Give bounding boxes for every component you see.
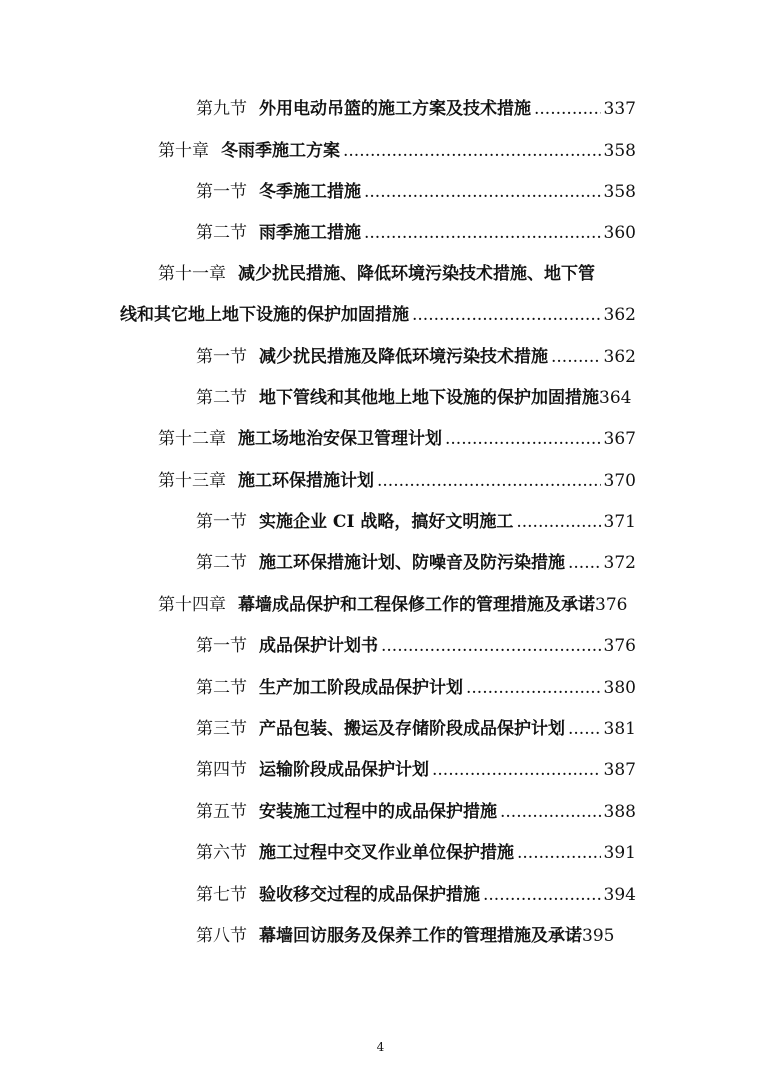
toc-label: 第一节: [196, 636, 247, 656]
toc-title: 雨季施工措施: [259, 223, 361, 243]
toc-title: 运输阶段成品保护计划: [259, 760, 429, 780]
toc-entry: [196, 550, 636, 576]
toc-title: 线和其它地上地下设施的保护加固措施: [120, 305, 409, 325]
toc-page: 360: [603, 223, 636, 243]
toc-entry: [196, 757, 636, 783]
toc-page: 372: [603, 553, 636, 573]
dot-leader: [568, 550, 601, 576]
dot-leader: [534, 96, 601, 122]
toc-entry: [196, 220, 636, 246]
toc-page: 387: [603, 760, 636, 780]
toc-page: 381: [603, 719, 636, 739]
toc-label: 第四节: [196, 760, 247, 780]
toc-title: 产品包装、搬运及存储阶段成品保护计划: [259, 719, 565, 739]
toc-label: 第九节: [196, 99, 247, 119]
toc-title: 安装施工过程中的成品保护措施: [259, 802, 497, 822]
toc-label: 第十一章: [158, 264, 226, 284]
toc-label: 第二节: [196, 223, 247, 243]
toc-entry: [158, 426, 636, 452]
toc-title: 幕墙回访服务及保养工作的管理措施及承诺: [259, 926, 582, 946]
toc-page: 358: [603, 141, 636, 161]
dot-leader: [568, 716, 601, 742]
toc-label: 第八节: [196, 926, 247, 946]
toc-title: 减少扰民措施及降低环境污染技术措施: [259, 347, 548, 367]
dot-leader: [364, 220, 601, 246]
dot-leader: [432, 757, 601, 783]
toc-entry: [196, 840, 636, 866]
toc-entry-continuation: [120, 302, 636, 328]
toc-title: 施工场地治安保卫管理计划: [238, 429, 442, 449]
toc-page: 394: [603, 885, 636, 905]
toc-entry: [196, 179, 636, 205]
toc-title: 施工过程中交叉作业单位保护措施: [259, 843, 514, 863]
toc-title: 成品保护计划书: [259, 636, 378, 656]
dot-leader: [381, 633, 601, 659]
dot-leader: [516, 509, 600, 535]
toc-entry: [158, 468, 636, 494]
toc-title: 实施企业 CI 战略，搞好文明施工: [259, 512, 514, 532]
toc-entry: [196, 675, 636, 701]
toc-page: 362: [603, 347, 636, 367]
toc-entry: [196, 509, 636, 535]
toc-page: 362: [603, 305, 636, 325]
toc-page: 391: [603, 843, 636, 863]
toc-title: 地下管线和其他地上地下设施的保护加固措施: [259, 388, 599, 408]
page-number: 4: [376, 1040, 385, 1054]
dot-leader: [466, 675, 601, 701]
toc-page: 367: [603, 429, 636, 449]
toc-title: 外用电动吊篮的施工方案及技术措施: [259, 99, 531, 119]
toc-label: 第二节: [196, 388, 247, 408]
toc-title: 施工环保措施计划: [238, 471, 374, 491]
toc-page: 370: [603, 471, 636, 491]
toc-label: 第十章: [158, 141, 209, 161]
toc-title: 冬季施工措施: [259, 182, 361, 202]
toc-label: 第七节: [196, 885, 247, 905]
toc-entry: [196, 923, 636, 949]
toc-label: 第六节: [196, 843, 247, 863]
dot-leader: [343, 138, 601, 164]
toc-entry: [196, 344, 636, 370]
toc-page: 358: [603, 182, 636, 202]
toc-label: 第二节: [196, 553, 247, 573]
toc-page: 371: [603, 512, 636, 532]
toc-page: 395: [582, 926, 615, 946]
toc-entry: [158, 592, 636, 618]
dot-leader: [500, 799, 601, 825]
toc-entry: [196, 882, 636, 908]
toc-label: 第一节: [196, 512, 247, 532]
toc-title: 施工环保措施计划、防噪音及防污染措施: [259, 553, 565, 573]
toc-page: 380: [603, 678, 636, 698]
toc-title: 验收移交过程的成品保护措施: [259, 885, 480, 905]
toc-entry: [196, 716, 636, 742]
toc-page: 388: [603, 802, 636, 822]
toc-page: 364: [599, 388, 632, 408]
dot-leader: [364, 179, 601, 205]
dot-leader: [412, 302, 601, 328]
toc-label: 第五节: [196, 802, 247, 822]
dot-leader: [445, 426, 601, 452]
dot-leader: [483, 882, 601, 908]
toc-page: 376: [603, 636, 636, 656]
toc-page: 376: [595, 595, 628, 615]
toc-entry: [158, 261, 636, 287]
toc-label: 第一节: [196, 347, 247, 367]
toc-label: 第十二章: [158, 429, 226, 449]
toc-label: 第十四章: [158, 595, 226, 615]
toc-label: 第三节: [196, 719, 247, 739]
toc-page: 337: [603, 99, 636, 119]
dot-leader: [551, 344, 601, 370]
toc-label: 第十三章: [158, 471, 226, 491]
toc-entry: [196, 633, 636, 659]
toc-label: 第一节: [196, 182, 247, 202]
toc-label: 第二节: [196, 678, 247, 698]
toc-title: 减少扰民措施、降低环境污染技术措施、地下管: [238, 264, 595, 284]
toc-title: 幕墙成品保护和工程保修工作的管理措施及承诺: [238, 595, 595, 615]
dot-leader: [377, 468, 601, 494]
toc-title: 生产加工阶段成品保护计划: [259, 678, 463, 698]
toc-entry: [196, 385, 636, 411]
toc-title: 冬雨季施工方案: [221, 141, 340, 161]
toc-entry: [158, 138, 636, 164]
dot-leader: [517, 840, 601, 866]
toc-entry: [196, 96, 636, 122]
toc-entry: [196, 799, 636, 825]
